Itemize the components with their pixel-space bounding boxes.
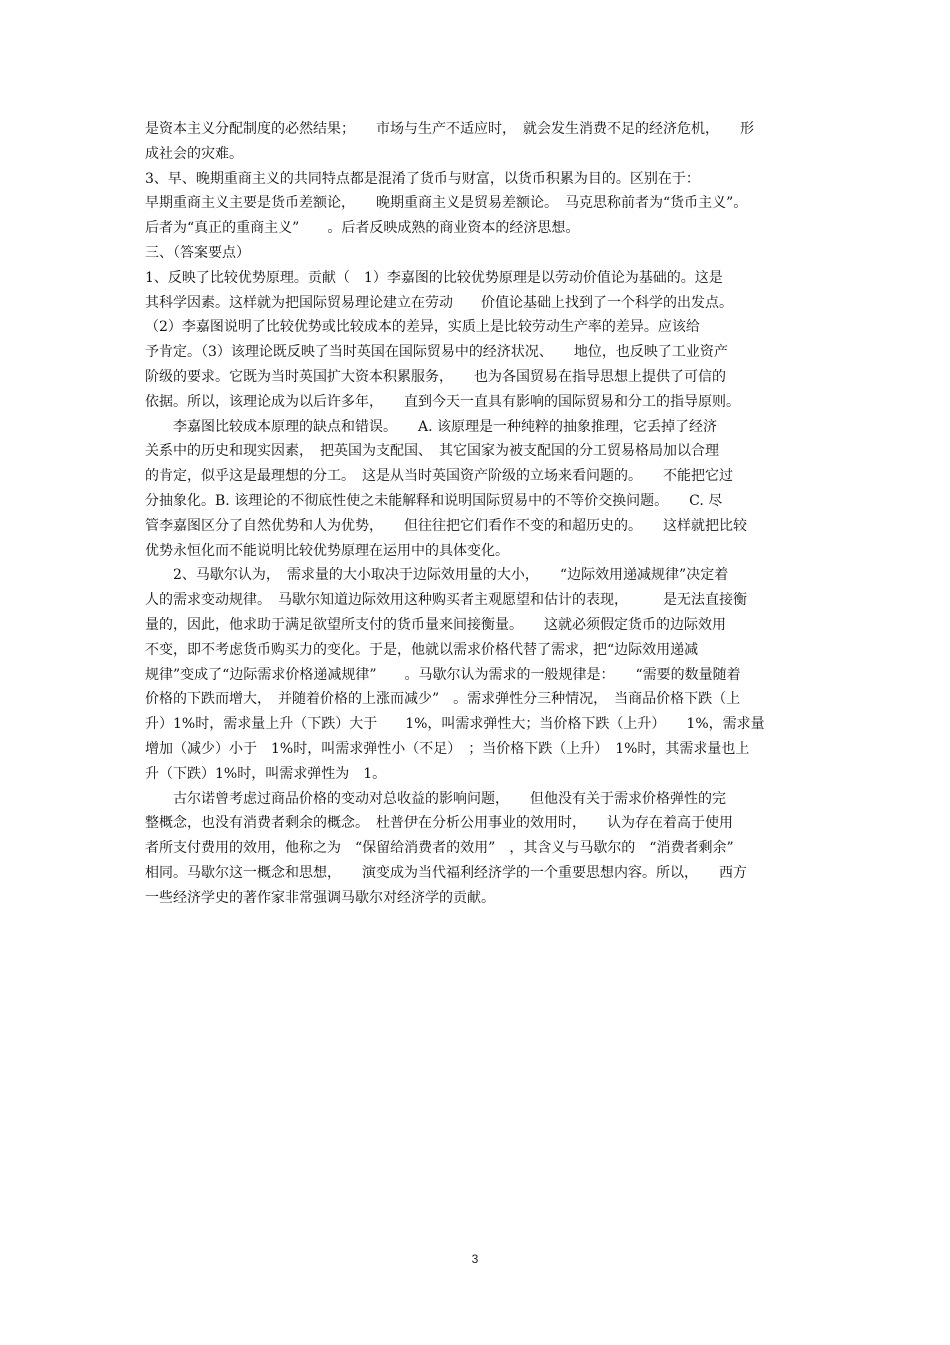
text-line: 不变，即不考虑货币购买力的变化。于是，他就以需求价格代替了需求，把“边际效用递减 — [145, 641, 699, 658]
text-line: 阶级的要求。它既为当时英国扩大资本积累服务， 也为各国贸易在指导思想上提供了可信的 — [145, 368, 726, 385]
text-line: 增加（减少）小于 1%时，叫需求弹性小（不足） ；当价格下跌（上升） 1%时，其需求量也上 — [145, 740, 750, 757]
text-line: 是资本主义分配制度的必然结果； 市场与生产不适应时， 就会发生消费不足的经济危机， 形 — [145, 121, 754, 137]
text-line: 关系中的历史和现实因素， 把英国为支配国、 其它国家为被支配国的分工贸易格局加以合理 — [145, 443, 719, 460]
text-line: 价格的下跌而增大， 并随着价格的上涨而减少” 。需求弹性分三种情况， 当商品价格下跌（上 — [145, 691, 741, 708]
text-line: 依据。所以，该理论成为以后许多年， 直到今天一直具有影响的国际贸易和分工的指导原则。 — [145, 393, 740, 410]
text-line: 升（下跌）1%时，叫需求弹性为 1。 — [145, 765, 387, 782]
text-line: 整概念，也没有消费者剩余的概念。 杜普伊在分析公用事业的效用时， 认为存在着高于使用 — [145, 815, 733, 832]
text-line: 古尔诺曾考虑过商品价格的变动对总收益的影响问题， 但他没有关于需求价格弹性的完 — [145, 790, 726, 807]
text-line: 其科学因素。这样就为把国际贸易理论建立在劳动 价值论基础上找到了一个科学的出发点。 — [145, 294, 733, 311]
text-line: （2）李嘉图说明了比较优势或比较成本的差异，实质上是比较劳动生产率的差异。应该给 — [145, 319, 700, 336]
text-line: 规律”变成了“边际需求价格递减规律” 。马歇尔认为需求的一般规律是： “需要的数量随着 — [145, 666, 741, 683]
text-line: 相同。马歇尔这一概念和思想， 演变成为当代福利经济学的一个重要思想内容。所以， 西方 — [145, 864, 747, 881]
text-line: 成社会的灾难。 — [145, 145, 243, 162]
text-line: 管李嘉图区分了自然优势和人为优势， 但往往把它们看作不变的和超历史的。 这样就把比较 — [145, 517, 747, 534]
text-line: 后者为“真正的重商主义” 。后者反映成熟的商业资本的经济思想。 — [145, 220, 580, 237]
text-line: 一些经济学史的著作家非常强调马歇尔对经济学的贡献。 — [145, 889, 495, 906]
document-body — [145, 117, 810, 911]
text-line: 升）1%时，需求量上升（下跌）大于 1%，叫需求弹性大；当价格下跌（上升） 1%，需求量 — [145, 716, 765, 733]
text-line: 三、（答案要点） — [145, 244, 250, 261]
page-number: 3 — [471, 1252, 479, 1266]
text-line: 人的需求变动规律。 马歇尔知道边际效用这种购买者主观愿望和估计的表现， 是无法直接衡 — [145, 592, 747, 609]
text-line: 3、早、晚期重商主义的共同特点都是混淆了货币与财富，以货币积累为目的。区别在于： — [145, 170, 700, 187]
text-line: 予肯定。（3）该理论既反映了当时英国在国际贸易中的经济状况、 地位，也反映了工业资产 — [145, 344, 728, 361]
text-line: 的肯定，似乎这是最理想的分工。 这是从当时英国资产阶级的立场来看问题的。 不能把它过 — [145, 468, 733, 485]
text-line: 早期重商主义主要是货币差额论， 晚期重商主义是贸易差额论。 马克思称前者为“货币主义”。 — [145, 195, 748, 212]
text-line: 分抽象化。B. 该理论的不彻底性使之未能解释和说明国际贸易中的不等价交换问题。 C. 尽 — [145, 492, 723, 509]
text-line: 2、马歇尔认为， 需求量的大小取决于边际效用量的大小， “边际效用递减规律”决定着 — [145, 567, 729, 584]
text-line: 优势永恒化而不能说明比较优势原理在运用中的具体变化。 — [145, 542, 509, 559]
text-line: 1、反映了比较优势原理。贡献（ 1）李嘉图的比较优势原理是以劳动价值论为基础的。这是 — [145, 269, 723, 286]
text-line: 量的，因此，他求助于满足欲望所支付的货币量来间接衡量。 这就必须假定货币的边际效用 — [145, 616, 726, 633]
text-line: 者所支付费用的效用，他称之为 “保留给消费者的效用” ，其含义与马歇尔的 “消费者剩余” — [145, 840, 734, 857]
text-line: 李嘉图比较成本原理的缺点和错误。 A. 该原理是一种纯粹的抽象推理，它丢掉了经济 — [145, 418, 718, 435]
